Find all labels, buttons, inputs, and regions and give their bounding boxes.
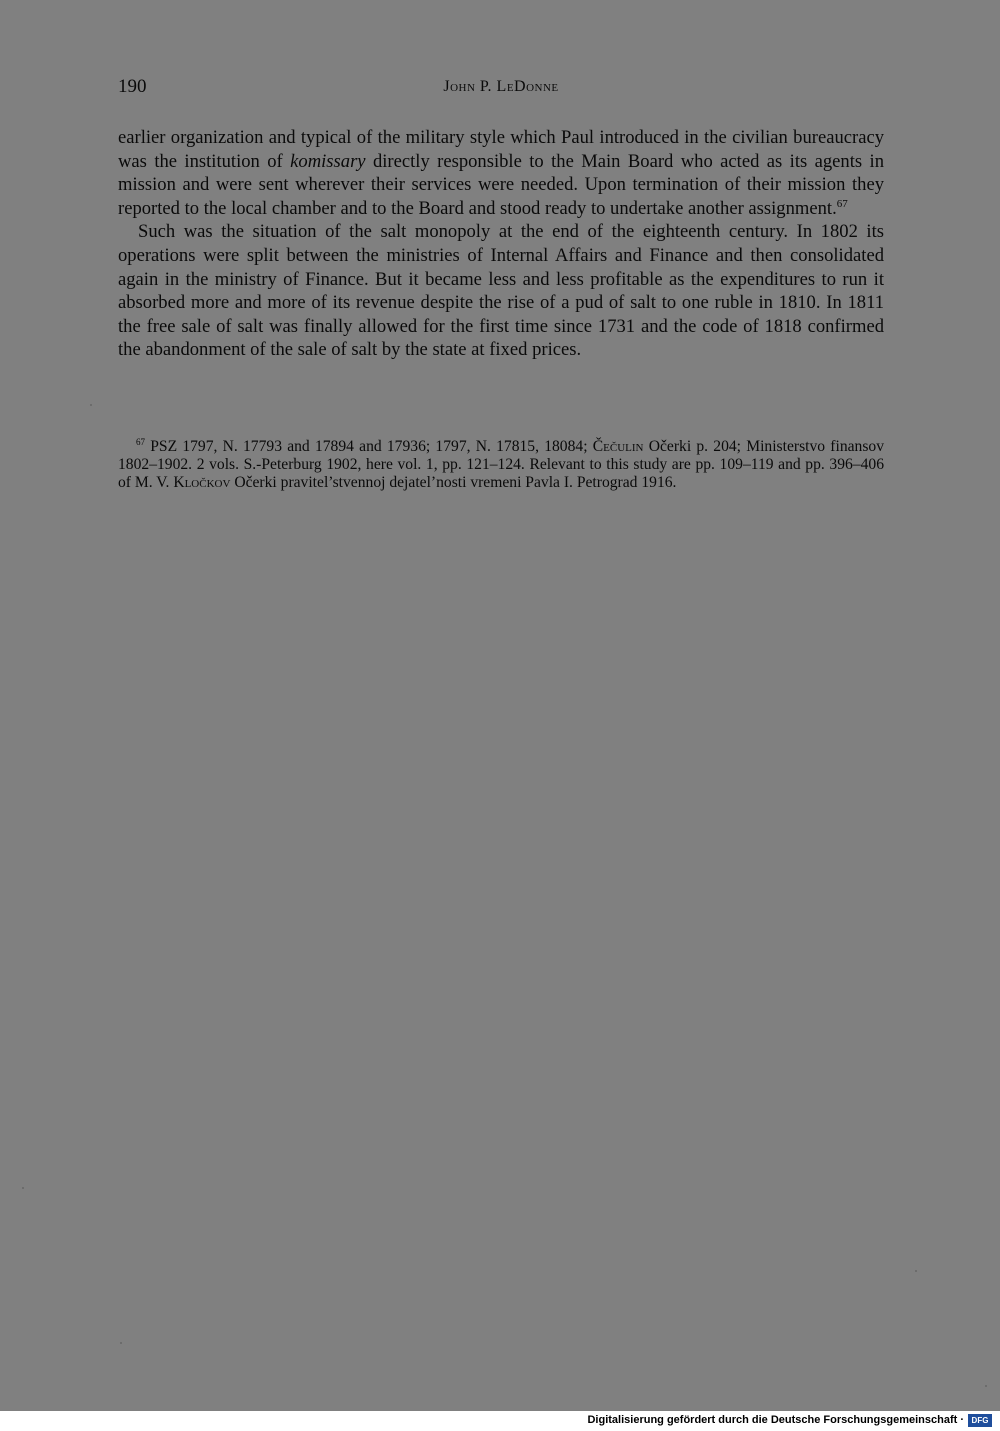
paragraph-1-text-a: earlier organization and typical of the military style which Paul introduced in the civilian bureaucracy was the institution of xyxy=(118,127,884,172)
paragraph-1 xyxy=(118,126,884,220)
paragraph-1-text-b: directly responsible to the Main Board who acted as its agents in mission and were sent wherever their services were needed. Upon termination of their mission they reported to the local chamber and to the Board and stood ready to undertake another assignment. xyxy=(118,150,884,219)
page-header xyxy=(118,76,884,102)
scan-speck xyxy=(120,1342,122,1344)
digitization-footer xyxy=(0,1411,1000,1431)
footnote-text-b: Očerki p. 204; Ministerstvo finansov 1802–1902. 2 vols. S.-Peterburg 1902, here vol. 1, pp. 121–124. Relevant to this study are pp. 109–119 and pp. 396–406 of M. V. xyxy=(118,438,884,491)
funding-credit: Digitalisierung gefördert durch die Deutsche Forschungsgemeinschaft · xyxy=(587,1414,964,1426)
scan-speck xyxy=(915,1270,917,1272)
paragraph-2: Such was the situation of the salt monopoly at the end of the eighteenth century. In 1802 its operations were split between the ministries of Internal Affairs and Finance and then consolidated again in the ministry of Finance. But it became less and less profitable as the expenditures to run it absorbed more and more of its revenue despite the rise of a pud of salt to one ruble in 1810. In 1811 the free sale of salt was finally allowed for the first time since 1731 and the code of 1818 confirmed the abandonment of the sale of salt by the state at fixed prices. xyxy=(118,221,884,361)
emphasized-term: komissary xyxy=(290,150,366,172)
running-head: John P. LeDonne xyxy=(443,78,559,95)
footnote-author-1: Čečulin xyxy=(592,438,644,455)
footnote-text-a: PSZ 1797, N. 17793 and 17894 and 17936; 1797, N. 17815, 18084; xyxy=(145,438,593,455)
footnotes xyxy=(118,438,884,492)
scan-speck xyxy=(22,1187,24,1189)
footnote-number: 67 xyxy=(136,436,145,447)
scan-speck xyxy=(90,404,92,406)
footnote-reference: 67 xyxy=(836,197,848,210)
footnote-67 xyxy=(118,438,884,492)
footnote-author-2: Kločkov xyxy=(173,474,231,491)
page-number: 190 xyxy=(118,76,147,97)
body-text xyxy=(118,126,884,362)
scan-speck xyxy=(985,1385,987,1387)
dfg-logo: DFG xyxy=(968,1414,992,1427)
footnote-text-c: Očerki pravitel’stvennoj dejatel’nosti vremeni Pavla I. Petrograd 1916. xyxy=(230,474,677,491)
